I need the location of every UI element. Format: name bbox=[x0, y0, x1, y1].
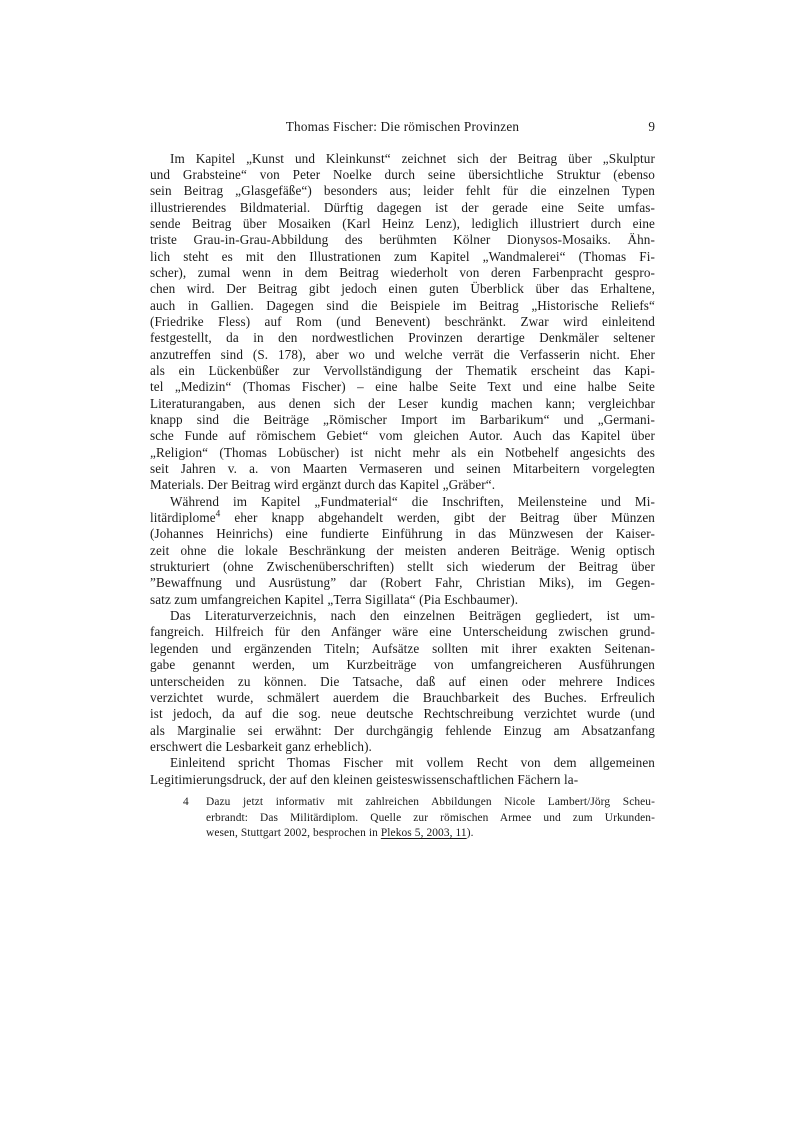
text-line: Das Literaturverzeichnis, nach den einzelnen Beiträgen gegliedert, ist um- bbox=[170, 608, 655, 624]
text-line: Im Kapitel „Kunst und Kleinkunst“ zeichnet sich der Beitrag über „Skulptur bbox=[170, 150, 655, 166]
text-line: legenden und ergänzenden Titeln; Aufsätze sollten mit ihrer exakten Seitenan- bbox=[150, 640, 655, 656]
footnote bbox=[150, 795, 655, 842]
body-text bbox=[150, 151, 655, 788]
text-line: sende Beitrag über Mosaiken (Karl Heinz Lenz), lediglich illustriert durch eine bbox=[150, 215, 655, 231]
text-line: unterscheiden zu können. Die Tatsache, daß auf einen oder mehrere Indices bbox=[150, 673, 655, 689]
text-line: strukturiert (ohne Zwischenüberschriften) stellt sich wiederum der Beitrag über bbox=[150, 559, 655, 575]
text-line: gabe genannt werden, um Kurzbeiträge von umfangreicheren Ausführungen bbox=[150, 657, 655, 673]
text-line: illustrierendes Bildmaterial. Dürftig dagegen ist der gerade eine Seite umfas- bbox=[150, 199, 655, 215]
footnote-reference[interactable]: 4 bbox=[215, 508, 221, 519]
text-line: auch in Gallien. Dagegen sind die Beispiele im Beitrag „Historische Reliefs“ bbox=[150, 297, 655, 313]
running-head-title: Thomas Fischer: Die römischen Provinzen bbox=[285, 119, 520, 134]
text-line: anzutreffen sind (S. 178), aber wo und welche verrät die Verfasserin nicht. Eher bbox=[150, 346, 655, 362]
text-line: festgestellt, da in den nordwestlichen Provinzen derartige Denkmäler seltener bbox=[150, 330, 655, 346]
page-number: 9 bbox=[648, 119, 655, 134]
text-line: tel „Medizin“ (Thomas Fischer) – eine halbe Seite Text und eine halbe Seite bbox=[150, 379, 655, 395]
text-line: Einleitend spricht Thomas Fischer mit vollem Recht von dem allgemeinen bbox=[170, 755, 655, 771]
footnote-line-text: ). bbox=[466, 827, 474, 840]
text-line: sche Funde auf römischem Gebiet“ vom gleichen Autor. Auch das Kapitel über bbox=[150, 428, 655, 444]
text-line: triste Grau-in-Grau-Abbildung des berühmten Kölner Dionysos-Mosaiks. Ähn- bbox=[150, 232, 655, 248]
text-line: fangreich. Hilfreich für den Anfänger wäre eine Unterscheidung zwischen grund- bbox=[150, 624, 655, 640]
text-line: (Friedrike Fless) auf Rom (und Benevent) beschränkt. Zwar wird einleitend bbox=[150, 313, 655, 329]
text-line: sein Beitrag „Glasgefäße“) besonders aus; leider fehlt für die einzelnen Typen bbox=[150, 183, 655, 199]
text-line: ”Bewaffnung und Ausrüstung” dar (Robert Fahr, Christian Miks), im Gegen- bbox=[150, 575, 655, 591]
text-line: Materials. Der Beitrag wird ergänzt durch das Kapitel „Gräber“. bbox=[150, 477, 496, 493]
footnote-line bbox=[206, 826, 655, 842]
plekos-link[interactable]: Plekos 5, 2003, 11 bbox=[380, 827, 467, 840]
footnote-line: Dazu jetzt informativ mit zahlreichen Abbildungen Nicole Lambert/Jörg Scheu- bbox=[206, 796, 655, 808]
text-line: knapp sind die Beiträge „Römischer Import im Barbarikum“ und „Germani- bbox=[150, 412, 655, 427]
text-line: Literaturangaben, aus denen sich der Leser kundig machen kann; vergleichbar bbox=[150, 395, 655, 411]
text-line: chen wird. Der Beitrag gibt jedoch einen guten Überblick über das Erhaltene, bbox=[150, 281, 655, 297]
text-line: lich steht es mit den Illustrationen zum Kapitel „Wandmalerei“ (Thomas Fi- bbox=[150, 248, 655, 264]
text-line: ist jedoch, da auf die sog. neue deutsche Rechtschreibung verzichtet wurde (und bbox=[150, 706, 655, 722]
footnote-marker: 4 bbox=[183, 796, 189, 808]
text-line: litärdiplome$^4$ eher knapp abgehandelt werden, gibt der Beitrag über Münzen bbox=[150, 508, 655, 526]
text-line: „Religion“ (Thomas Lobüscher) ist nicht mehr als ein Notbehelf angesichts des bbox=[150, 444, 655, 460]
text-line: verzichtet wurde, schmälert auerdem die Brauchbarkeit des Buches. Erfreulich bbox=[150, 689, 655, 705]
text-line: (Johannes Heinrichs) eine fundierte Einführung in das Münzwesen der Kaiser- bbox=[150, 526, 655, 542]
text-line: erschwert die Lesbarkeit ganz erheblich). bbox=[150, 738, 372, 754]
text-line: Während im Kapitel „Fundmaterial“ die Inschriften, Meilensteine und Mi- bbox=[170, 493, 655, 509]
text-line: zeit ohne die lokale Beschränkung der meisten anderen Beiträge. Wenig optisch bbox=[150, 542, 655, 558]
text-line: als ein Lückenbüßer zur Vervollständigung der Thematik erscheint das Kapi- bbox=[150, 362, 655, 378]
footnote-line: erbrandt: Das Militärdiplom. Quelle zur römischen Armee und zum Urkunden- bbox=[206, 811, 655, 824]
text-line: seit Jahren v. a. von Maarten Vermaseren und seinen Mitarbeitern vorgelegten bbox=[150, 461, 655, 477]
footnote-line-text: wesen, Stuttgart 2002, besprochen in bbox=[206, 827, 381, 840]
footnote-text bbox=[206, 795, 655, 842]
text-line: Legitimierungsdruck, der auf den kleinen geisteswissenschaftlichen Fächern la- bbox=[150, 771, 579, 787]
text-line: scher), zumal wenn in dem Beitrag wiederholt von deren Farbenpracht gespro- bbox=[150, 264, 655, 280]
text-line: satz zum umfangreichen Kapitel „Terra Sigillata“ (Pia Eschbaumer). bbox=[150, 591, 519, 607]
text-line: als Marginalie sei erwähnt: Der durchgängig fehlende Einzug am Absatzanfang bbox=[150, 722, 655, 738]
text-line: und Grabsteine“ von Peter Noelke durch seine übersichtliche Struktur (ebenso bbox=[150, 166, 655, 182]
running-head bbox=[150, 119, 655, 137]
